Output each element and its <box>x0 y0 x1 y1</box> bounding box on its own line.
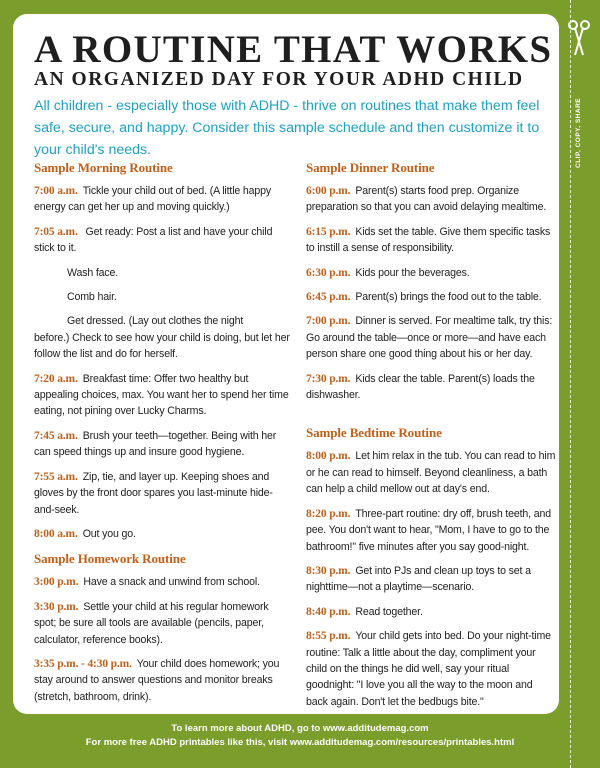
page-title: A ROUTINE THAT WORKS <box>34 28 553 71</box>
routine-time: 7:00 a.m. <box>34 185 78 197</box>
routine-entry <box>34 224 290 257</box>
routine-text: Three-part routine: dry off, brush teeth, and pee. You don't want to hear, "Mom, I have to go to the bathroom!" five minutes after you say good-night. <box>306 507 551 553</box>
routine-time: 7:30 p.m. <box>306 372 351 385</box>
left-column <box>34 160 290 714</box>
routine-entry <box>34 265 290 281</box>
routine-time: 8:20 p.m. <box>306 507 351 520</box>
routine-entry <box>34 656 290 705</box>
routine-entry <box>34 183 290 216</box>
routine-time: 8:00 p.m. <box>306 450 351 463</box>
routine-text: Your child gets into bed. Do your night-time routine: Talk a little about the day, compliment your child on the things he did well, say your ritual goodnight: "I love you all the way to the moon and back again. Don't let the bedbugs bite." <box>306 630 551 708</box>
routine-entry <box>34 330 290 363</box>
dinner-section <box>306 160 556 403</box>
routine-text: Kids clear the table. Parent(s) loads the dishwasher. <box>306 372 535 402</box>
routine-text: Your child does homework; you stay around to answer questions and monitor breaks (stretch, bathroom, drink). <box>34 657 280 703</box>
bedtime-section <box>306 425 556 710</box>
routine-text: Dinner is served. For mealtime talk, try this: Go around the table—once or more—and have each person share one good thing about his or her day. <box>306 315 553 361</box>
routine-entry <box>34 313 290 329</box>
routine-entry <box>34 574 290 590</box>
routine-text: Read together. <box>355 605 423 618</box>
routine-text: Kids pour the beverages. <box>355 266 470 279</box>
routine-time: 8:30 p.m. <box>306 564 351 577</box>
routine-text: Get ready: Post a list and have your child stick to it. <box>34 225 273 255</box>
routine-text: Settle your child at his regular homework spot; be sure all tools are available (pencils, paper, calculator, reference books). <box>34 600 269 646</box>
routine-entry <box>34 469 290 518</box>
routine-card <box>13 14 559 714</box>
routine-entry <box>34 371 290 420</box>
routine-text: Parent(s) starts food prep. Organize preparation so that you can avoid delaying mealtime. <box>306 185 547 214</box>
routine-time: 3:00 p.m. <box>34 576 79 589</box>
routine-entry <box>34 428 290 461</box>
routine-time: 6:45 p.m. <box>306 291 351 304</box>
routine-entry <box>34 526 290 542</box>
clip-copy-share-label: CLIP, COPY, SHARE <box>575 97 582 168</box>
routine-time: 6:00 p.m. <box>306 185 351 197</box>
homework-section-title: Sample Homework Routine <box>34 551 186 567</box>
routine-entry <box>306 289 556 305</box>
side-strip <box>559 0 600 768</box>
routine-entry <box>306 224 556 257</box>
routine-entry <box>306 628 556 710</box>
routine-text: Zip, tie, and layer up. Keeping shoes and gloves by the front door spares you last-minute hide-and-seek. <box>34 470 273 516</box>
routine-text: Have a snack and unwind from school. <box>83 576 260 589</box>
routine-text: Let him relax in the tub. You can read to him or he can read to himself. Beyond cleanliness, a bath can help a child mellow out at day's end. <box>306 450 556 496</box>
scissors-icon <box>564 18 594 58</box>
routine-time: 3:30 p.m. <box>34 600 79 613</box>
routine-entry <box>306 448 556 497</box>
routine-text: Wash face. <box>67 266 119 279</box>
routine-time: 6:30 p.m. <box>306 266 351 279</box>
routine-entry <box>34 599 290 648</box>
routine-text: Parent(s) brings the food out to the table. <box>355 291 542 304</box>
routine-text: Out you go. <box>82 527 136 540</box>
bedtime-section-title: Sample Bedtime Routine <box>306 425 442 441</box>
routine-entry <box>306 265 556 281</box>
intro-paragraph: All children - especially those with ADHD - thrive on routines that make them feel safe, secure, and happy. Consider this sample schedule and then customize it to your child's needs. <box>34 98 540 158</box>
routine-time: 3:35 p.m. - 4:30 p.m. <box>34 657 132 670</box>
routine-text: Kids set the table. Give them specific tasks to instill a sense of responsibility. <box>306 225 551 255</box>
routine-entry <box>306 604 556 620</box>
routine-entry <box>34 289 290 305</box>
routine-entry <box>306 371 556 404</box>
routine-time: 7:45 a.m. <box>34 429 78 442</box>
routine-text: Get into PJs and clean up toys to set a nighttime—not a playtime—scenario. <box>306 564 531 594</box>
right-column <box>306 160 556 714</box>
routine-time: 8:55 p.m. <box>306 630 351 643</box>
footer-line-2: For more free ADHD printables like this, visit www.additudemag.com/resources/printables.html <box>85 736 515 748</box>
routine-time: 7:55 a.m. <box>34 470 78 483</box>
routine-time: 6:15 p.m. <box>306 225 351 238</box>
routine-entry <box>34 713 290 714</box>
morning-section-title: Sample Morning Routine <box>34 160 173 175</box>
footer <box>0 722 600 749</box>
routine-entry <box>306 506 556 555</box>
routine-text: before.) Check to see how your child is doing, but let her follow the list and do for herself. <box>34 331 290 361</box>
routine-time: 8:40 p.m. <box>306 605 351 618</box>
routine-entry <box>306 313 556 362</box>
dinner-section-title: Sample Dinner Routine <box>306 160 435 175</box>
routine-text: Brush your teeth—together. Being with her can speed things up and insure good hygiene. <box>34 429 277 459</box>
routine-time: 7:20 a.m. <box>34 372 78 385</box>
footer-line-1: To learn more about ADHD, go to www.additudemag.com <box>171 723 429 734</box>
routine-text: Get dressed. (Lay out clothes the night <box>67 315 244 328</box>
routine-time: 8:00 a.m. <box>34 527 78 540</box>
homework-section <box>34 551 290 714</box>
routine-time: 7:05 a.m. <box>34 225 78 238</box>
page-subtitle: AN ORGANIZED DAY FOR YOUR ADHD CHILD <box>34 69 524 90</box>
routine-entry <box>306 563 556 596</box>
routine-text: Tickle your child out of bed. (A little happy energy can get her up and moving quickly.) <box>34 185 272 214</box>
routine-text: Breakfast time: Offer two healthy but appealing choices, max. You want her to spend her time eating, not pining over Lucky Charms. <box>34 372 289 418</box>
routine-text: Comb hair. <box>67 291 117 304</box>
routine-entry <box>306 183 556 216</box>
cut-line <box>570 0 571 768</box>
morning-section <box>34 160 290 542</box>
routine-time: 7:00 p.m. <box>306 315 351 328</box>
